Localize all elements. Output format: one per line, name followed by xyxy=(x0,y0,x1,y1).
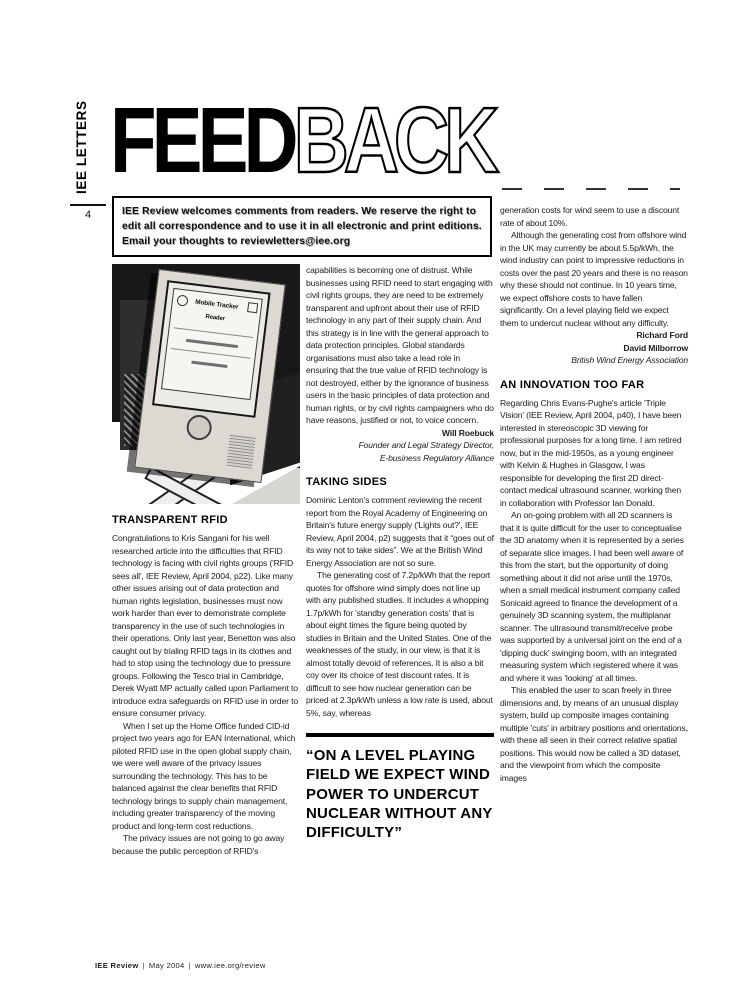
footer-date: May 2004 xyxy=(148,961,185,970)
signature-name: David Milborrow xyxy=(623,342,688,353)
monitor-logo-emblem xyxy=(185,414,213,442)
screen-dialog xyxy=(161,288,263,400)
dialog-divider xyxy=(174,327,254,338)
footer-separator: | xyxy=(188,961,191,970)
letter-paragraph: Congratulations to Kris Sangani for his well researched article into the difficulties that RFID technology is facing with civil rights groups ('RFID sees all', IEE Review, April 2004, p22). Like many other issues arising out of data protection and human rights legislation, businesses must now work harder than ever to demonstrate complete transparency in the use of such technologies in their operations. Only last year, Benetton was also caught out by trialing RFID tags in its clothes and had to stop using the technology due to pressure groups. Following the Tesco trial in Cambridge, Derek Wyatt MP actually called upon Parliament to introduce extra safeguards on RFID use in order to ensure consumer privacy. xyxy=(112,533,298,719)
crt-monitor xyxy=(134,269,285,483)
letter-paragraph: Although the generating cost from offshore wind in the UK may currently be about 5.5p/kWh, the wind industry can point to impressive reductions in costs over the past 20 years and there is no reason why these should not continue. In 10 years time, we expect offshore costs to have fallen significantly. On a level playing field we expect them to undercut nuclear without any difficulty. xyxy=(500,230,688,328)
footer-url: www.iee.org/review xyxy=(194,961,266,970)
letter-paragraph: Regarding Chris Evans-Pughe's article 'Triple Vision' (IEE Review, April 2004, p40), I have been interested in stereoscopic 3D viewing for professional purposes for a long time. I am retired now, but in the mid-1950s, as a young engineer with Kelvin & Hughes in Glasgow, I was responsible for developing the first 2D direct-contact medical ultrasound scanner, working then in collaboration with Professor Ian Donald. xyxy=(500,397,682,508)
section-label: IEE LETTERS xyxy=(74,100,89,194)
dialog-subtitle: Reader xyxy=(205,313,226,322)
letter-paragraph: Dominic Lenton's comment reviewing the recent report from the Royal Academy of Engineering on Britain's future energy supply ('Lights out?', IEE Review, April 2004, p2) suggests that it “goes out of its way not to take sides”. We at the British Wind Energy Association are not so sure. xyxy=(306,495,494,568)
letter-paragraph: When I set up the Home Office funded CID-id project two years ago for EAN International, which piloted RFID use in the open global supply chain, we were well aware of the privacy issues surrounding the technology. This has to be balanced against the clear benefits that RFID technology brings to supply chain management, including greater transparency of the moving product and long-term cost reductions. xyxy=(112,720,296,831)
letter-paragraph-continued: generation costs for wind seem to use a discount rate of about 10%. xyxy=(500,205,680,228)
continuation-dashed-rule xyxy=(502,188,680,190)
letter-paragraph-continued: capabilities is becoming one of distrust. While businesses using RFID need to start engaging with civil rights groups, they are need to be extremely transparent and upfront about their use of RFID technology in any part of their supply chain. And this strategy is in line with the general approach to data protection principles. Global standards organisations must also take a lead role in ensuring that the true value of RFID technology is not destroyed, either by the ignorance of business users in the basic principles of data protection and human rights, or by civil rights campaigners who do have reasons, justified or not, to voice concern. xyxy=(306,265,494,425)
dialog-text-bar xyxy=(192,361,227,368)
dialog-text-bar xyxy=(186,339,237,348)
monitor-vents xyxy=(226,434,256,469)
column-left xyxy=(112,264,300,857)
monitor-screen xyxy=(152,280,271,418)
letter-paragraph: An on-going problem with all 2D scanners is that it is quite difficult for the user to conceptualise the 3D anatomy when it is represented by a series of separate slice images. I had been well aware of this from the start, but the opportunity of doing something about it did not arise until the 1970s, when a small medical instrument company called Sonicaid agreed to finance the development of a genuinely 3D scanning system, the multiplanar scanner. The ultrasound transmit/receive probe was supported by a universal joint on the end of a 'dipping duck' swinging boom, with an integrated measuring system which registered where it was and where it was 'looking' at all times. xyxy=(500,510,684,683)
page-footer xyxy=(95,961,266,970)
letter-paragraph: This enabled the user to scan freely in three dimensions and, by means of an unusual display system, build up composite images containing multiple 'cuts' in arbitrary positions and orientations, with these all seen in their correct relative spatial positions. This would now be called a 3D dataset, and the viewpoint from which the composite images xyxy=(500,685,688,783)
pull-quote: “ON A LEVEL PLAYING FIELD WE EXPECT WIND POWER TO UNDERCUT NUCLEAR WITHOUT ANY DIFFICULTY” xyxy=(306,733,494,842)
signature-name: Richard Ford xyxy=(636,330,688,340)
letter-heading-transparent-rfid: TRANSPARENT RFID xyxy=(112,514,228,526)
signature-name: Will Roebuck xyxy=(441,427,494,438)
title-solid-part: FEED xyxy=(110,88,294,192)
column-middle xyxy=(306,264,494,842)
dialog-divider xyxy=(171,348,251,359)
signature-org: British Wind Energy Association xyxy=(571,355,688,365)
sidebar-rule xyxy=(70,204,106,206)
dialog-title: Mobile Tracker xyxy=(194,298,239,311)
column-right xyxy=(500,188,688,784)
signature-role: Founder and Legal Strategy Director, xyxy=(358,440,494,450)
editor-intro-box: IEE Review welcomes comments from readers. We reserve the right to edit all correspondence and to use it in all electronic and print editions. Email your thoughts to reviewletters@iee.org xyxy=(112,196,492,257)
letter-heading-taking-sides: TAKING SIDES xyxy=(306,476,388,488)
dialog-corner-icon xyxy=(247,302,258,313)
letter-photo xyxy=(112,264,300,504)
title-outline-part: BACK xyxy=(293,88,495,192)
letter-heading-innovation-too-far: AN INNOVATION TOO FAR xyxy=(500,378,645,391)
footer-separator: | xyxy=(142,961,145,970)
footer-brand: IEE Review xyxy=(95,961,139,970)
letter-paragraph: The privacy issues are not going to go away because the public perception of RFID's xyxy=(112,833,285,856)
page-number: 4 xyxy=(84,209,92,221)
page-title xyxy=(110,88,495,192)
letter-paragraph: The generating cost of 7.2p/kWh that the report quotes for offshore wind simply does not line up with any published studies. It includes a whopping 1.7p/kWh for 'standby generation costs' that is about eight times the figure being quoted by studies in Britain and the United States. One of the weaknesses of the study, in our view, is that it is almost totally devoid of references. It is also a bit coy over its choice of test discount rates. It is difficult to see how nuclear generation can be priced at 2.3p/kWh unless a low rate is used, about 5%, say, whereas xyxy=(306,570,493,718)
signature-org: E-business Regulatory Alliance xyxy=(379,452,494,463)
